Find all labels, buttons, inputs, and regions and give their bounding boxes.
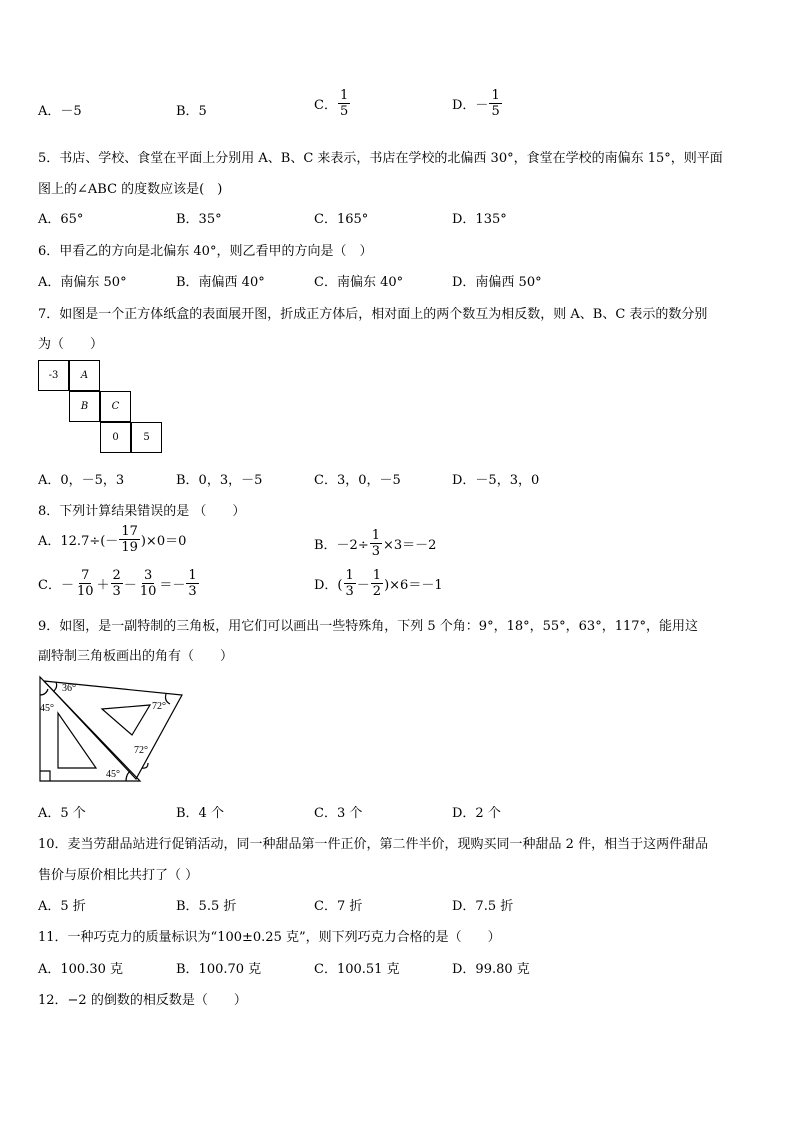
q6-option-d[interactable]: D．南偏西 50° xyxy=(452,275,542,290)
q10-option-a[interactable]: A．5 折 xyxy=(38,899,86,914)
fraction xyxy=(75,568,96,599)
fraction-denominator: 2 xyxy=(372,584,382,599)
q7-option-d[interactable]: D．－5，3，0 xyxy=(452,473,540,488)
q9-stem-line2: 副特制三角板画出的角有（ ） xyxy=(38,649,234,664)
fraction xyxy=(344,568,356,599)
angle-label: 72° xyxy=(152,701,166,712)
q5-stem-line1: 5．书店、学校、食堂在平面上分别用 A、B、C 来表示，书店在学校的北偏西 30°，食堂在学校的南偏东 15°，则平面 xyxy=(38,151,723,166)
q7-option-c[interactable]: C．3，0，－5 xyxy=(314,473,401,488)
q5-option-c[interactable]: C．165° xyxy=(314,212,369,227)
q9-option-b[interactable]: B．4 个 xyxy=(176,806,224,821)
fraction-denominator: 10 xyxy=(76,584,94,599)
fraction-numerator: 3 xyxy=(143,568,153,583)
q4-option-c-label: C． xyxy=(314,98,337,113)
q4-option-b[interactable]: B．5 xyxy=(176,104,207,119)
expr-text: B．－2÷ xyxy=(314,538,369,553)
angle-label: 72° xyxy=(134,745,148,756)
q4-option-d-fraction xyxy=(489,88,501,119)
q7-option-b[interactable]: B．0，3，－5 xyxy=(176,473,263,488)
fraction xyxy=(371,568,383,599)
q9-stem-line1: 9．如图，是一副特制的三角板，用它们可以画出一些特殊角，下列 5 个角：9°，18°，55°，63°，117°，能用这 xyxy=(38,619,699,634)
angle-label: 45° xyxy=(106,769,120,780)
q10-option-d[interactable]: D．7.5 折 xyxy=(452,899,514,914)
angle-arc xyxy=(40,689,48,695)
fraction-denominator: 3 xyxy=(112,584,121,599)
right-angle-mark xyxy=(40,771,50,781)
fraction-numerator: 2 xyxy=(112,568,121,583)
cube-net-figure xyxy=(38,360,168,456)
q6-option-c[interactable]: C．南偏东 40° xyxy=(314,275,404,290)
expr-operator: ＝－ xyxy=(159,578,186,593)
q11-option-c[interactable]: C．100.51 克 xyxy=(314,962,400,977)
expr-text: D．( xyxy=(314,578,343,593)
q6-option-a[interactable]: A．南偏东 50° xyxy=(38,275,127,290)
q4-option-c[interactable] xyxy=(314,88,351,119)
net-cell: -3 xyxy=(38,360,69,391)
q4-option-d[interactable] xyxy=(452,88,503,119)
angle-arc xyxy=(126,771,130,781)
expr-text: ×3＝－2 xyxy=(383,538,437,553)
fraction xyxy=(111,568,123,599)
net-cell: C xyxy=(100,391,131,422)
fraction-numerator: 1 xyxy=(371,528,380,543)
fraction-denominator: 19 xyxy=(121,540,138,555)
fraction-denominator: 3 xyxy=(188,584,197,599)
triangle-36-inner xyxy=(102,705,150,735)
q10-stem-line1: 10．麦当劳甜品站进行促销活动，同一种甜品第一件正价，第二件半价，现购买同一种甜品 2 件，相当于这两件甜品 xyxy=(38,837,709,852)
fraction xyxy=(138,568,159,599)
net-cell: B xyxy=(69,391,100,422)
q8-option-b[interactable] xyxy=(314,528,436,559)
q8-option-a[interactable] xyxy=(38,524,186,555)
q10-option-c[interactable]: C．7 折 xyxy=(314,899,363,914)
expr-text: )×6＝－1 xyxy=(384,578,443,593)
q9-option-a[interactable]: A．5 个 xyxy=(38,806,86,821)
q9-option-d[interactable]: D．2 个 xyxy=(452,806,501,821)
expr-operator: － xyxy=(123,578,137,593)
triangle-36-outer xyxy=(44,681,182,779)
q6-option-b[interactable]: B．南偏西 40° xyxy=(176,275,265,290)
expr-operator: ＋ xyxy=(96,578,110,593)
fraction-denominator: 10 xyxy=(139,584,157,599)
expr-text: A．12.7÷(－ xyxy=(38,534,119,549)
net-cell: 5 xyxy=(131,422,162,453)
q11-option-b[interactable]: B．100.70 克 xyxy=(176,962,262,977)
expr-text: C．－ xyxy=(38,578,74,593)
fraction-denominator: 5 xyxy=(491,104,500,119)
q4-option-d-label: D．－ xyxy=(452,98,489,113)
triangle-45-inner xyxy=(58,713,96,768)
net-cell: 0 xyxy=(100,422,131,453)
expr-operator: － xyxy=(356,578,370,593)
fraction-denominator: 3 xyxy=(345,584,354,599)
q11-option-d[interactable]: D．99.80 克 xyxy=(452,962,530,977)
fraction-numerator: 7 xyxy=(81,568,90,583)
q7-stem-line1: 7．如图是一个正方体纸盒的表面展开图，折成正方体后，相对面上的两个数互为相反数，则 A、B、C 表示的数分别 xyxy=(38,307,708,322)
fraction-numerator: 1 xyxy=(345,568,354,583)
q8-stem: 8．下列计算结果错误的是 （ ） xyxy=(38,504,246,519)
q10-option-b[interactable]: B．5.5 折 xyxy=(176,899,237,914)
expr-text: )×0＝0 xyxy=(140,534,187,549)
q9-option-c[interactable]: C．3 个 xyxy=(314,806,363,821)
fraction-numerator: 1 xyxy=(188,568,197,583)
fraction-numerator: 1 xyxy=(372,568,382,583)
q5-option-a[interactable]: A．65° xyxy=(38,212,84,227)
q11-option-a[interactable]: A．100.30 克 xyxy=(38,962,124,977)
fraction-denominator: 5 xyxy=(339,104,349,119)
fraction-numerator: 1 xyxy=(491,88,500,103)
q8-option-d[interactable] xyxy=(314,568,443,599)
q5-option-d[interactable]: D．135° xyxy=(452,212,507,227)
q8-option-c[interactable] xyxy=(38,568,200,599)
fraction xyxy=(119,524,140,555)
fraction xyxy=(186,568,198,599)
q4-option-c-fraction xyxy=(338,88,350,119)
angle-arc xyxy=(54,682,57,691)
q10-stem-line2: 售价与原价相比共打了（ ） xyxy=(38,868,199,883)
fraction xyxy=(370,528,382,559)
angle-arc xyxy=(166,694,171,704)
q11-stem: 11．一种巧克力的质量标识为“100±0.25 克”，则下列巧克力合格的是（ ） xyxy=(38,930,501,945)
angle-label: 45° xyxy=(40,703,54,714)
fraction-numerator: 1 xyxy=(339,88,349,103)
q4-option-a[interactable]: A．－5 xyxy=(38,104,82,119)
q5-option-b[interactable]: B．35° xyxy=(176,212,222,227)
q6-stem: 6．甲看乙的方向是北偏东 40°，则乙看甲的方向是（ ） xyxy=(38,244,373,259)
triangle-ruler-figure xyxy=(36,673,186,785)
fraction-numerator: 17 xyxy=(121,524,138,539)
q7-stem-line2: 为（ ） xyxy=(38,337,104,352)
net-cell: A xyxy=(69,360,100,391)
fraction-denominator: 3 xyxy=(371,544,380,559)
q12-stem: 12．−2 的倒数的相反数是（ ） xyxy=(38,993,247,1008)
q5-stem-line2: 图上的∠ABC 的度数应该是( ) xyxy=(38,182,223,197)
q7-option-a[interactable]: A．0，－5，3 xyxy=(38,473,125,488)
angle-label: 36° xyxy=(62,683,76,694)
